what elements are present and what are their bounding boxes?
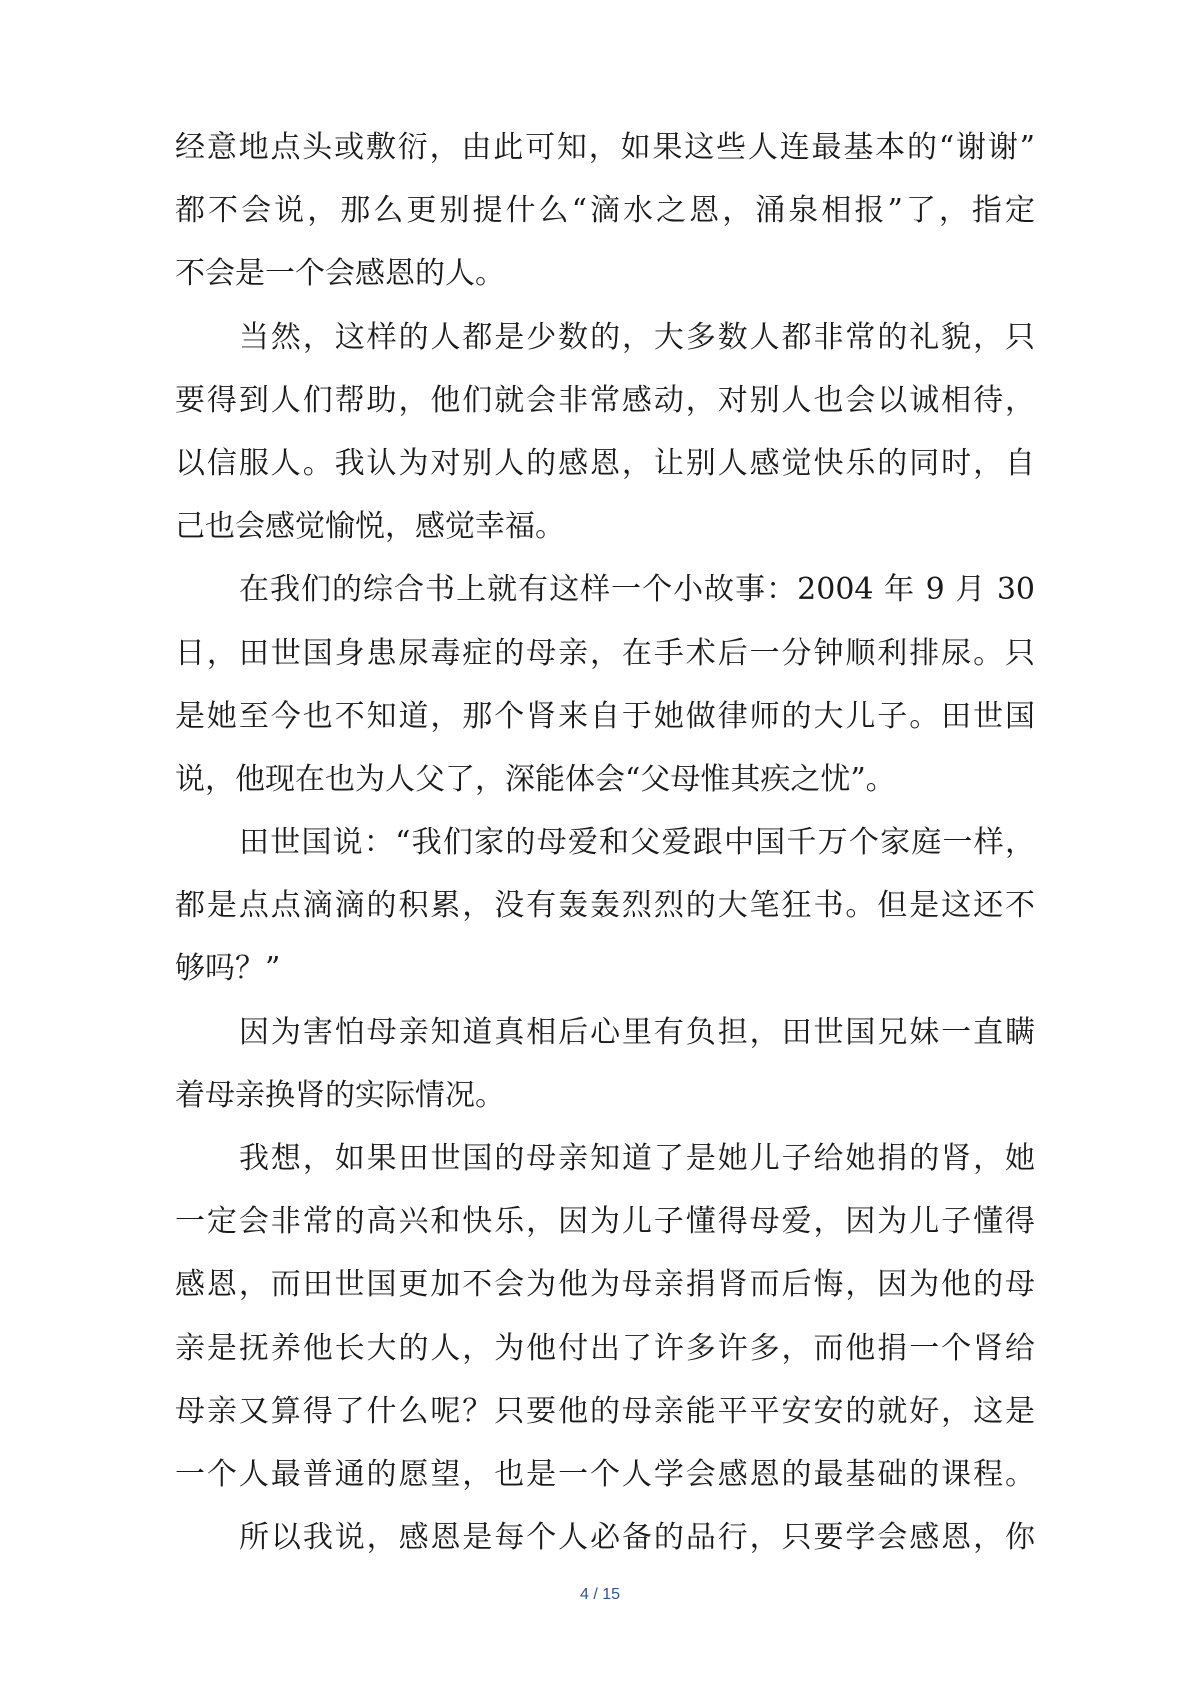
text-line: 日，田世国身患尿毒症的母亲，在手术后一分钟顺利排尿。只 xyxy=(175,635,1035,671)
text-line: 着母亲换肾的实际情况。 xyxy=(175,1077,505,1113)
text-line: 都是点点滴滴的积累，没有轰轰烈烈的大笔狂书。但是这还不 xyxy=(175,888,1035,924)
text-line: 经意地点头或敷衍，由此可知，如果这些人连最基本的“谢谢” xyxy=(175,130,1035,165)
text-line: 田世国说：“我们家的母爱和父爱跟中国千万个家庭一样， xyxy=(239,825,1035,861)
text-line: 要得到人们帮助，他们就会非常感动，对别人也会以诚相待， xyxy=(175,382,1035,418)
body-text xyxy=(175,116,1035,1569)
text-line: 都不会说，那么更别提什么“滴水之恩，涌泉相报”了，指定 xyxy=(175,193,1035,229)
text-line: 所以我说，感恩是每个人必备的品行，只要学会感恩，你 xyxy=(239,1520,1035,1556)
text-line: 在我们的综合书上就有这样一个小故事：2004 年 9 月 30 xyxy=(239,572,1035,608)
text-line: 是她至今也不知道，那个肾来自于她做律师的大儿子。田世国 xyxy=(175,698,1035,734)
text-line: 当然，这样的人都是少数的，大多数人都非常的礼貌，只 xyxy=(239,319,1035,355)
text-line: 亲是抚养他长大的人，为他付出了许多许多，而他捐一个肾给 xyxy=(175,1330,1035,1366)
text-line: 一定会非常的高兴和快乐，因为儿子懂得母爱，因为儿子懂得 xyxy=(175,1204,1035,1240)
text-line: 够吗？” xyxy=(175,951,281,987)
text-line: 因为害怕母亲知道真相后心里有负担，田世国兄妹一直瞒 xyxy=(239,1014,1035,1050)
text-line: 己也会感觉愉悦，感觉幸福。 xyxy=(175,509,565,545)
text-line: 母亲又算得了什么呢？只要他的母亲能平平安安的就好，这是 xyxy=(175,1393,1035,1429)
text-line: 我想，如果田世国的母亲知道了是她儿子给她捐的肾，她 xyxy=(239,1141,1035,1176)
text-line: 一个人最普通的愿望，也是一个人学会感恩的最基础的课程。 xyxy=(175,1456,1035,1492)
text-line: 不会是一个会感恩的人。 xyxy=(175,256,505,292)
text-line: 以信服人。我认为对别人的感恩，让别人感觉快乐的同时，自 xyxy=(175,445,1035,481)
text-line: 说，他现在也为人父了，深能体会“父母惟其疾之忧”。 xyxy=(175,761,896,797)
text-line: 感恩，而田世国更加不会为他为母亲捐肾而后悔，因为他的母 xyxy=(175,1267,1035,1303)
page-number: 4 / 15 xyxy=(579,1586,621,1603)
